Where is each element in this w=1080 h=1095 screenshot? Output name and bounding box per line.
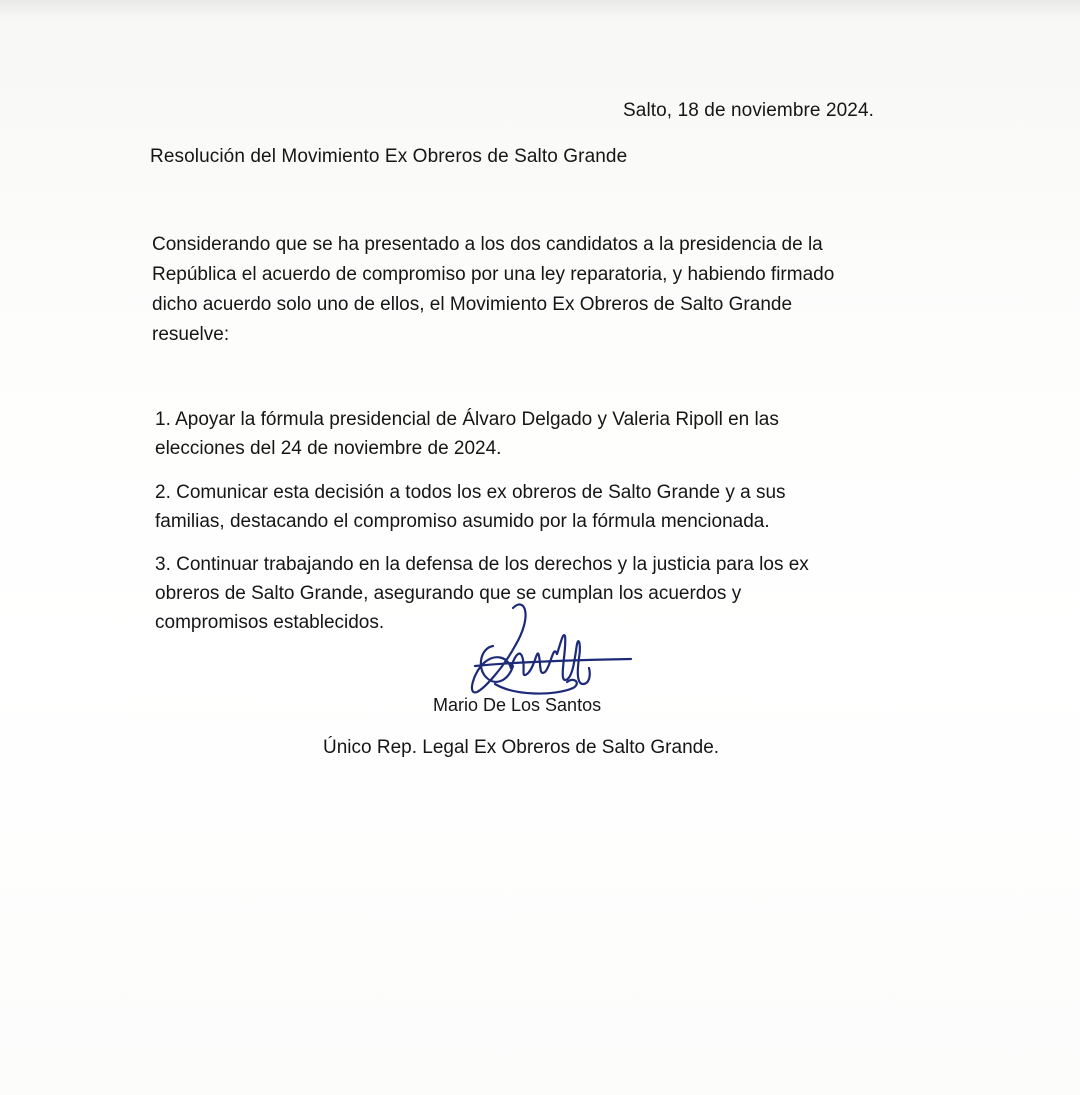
signature-stroke-1: [472, 604, 526, 692]
signer-name: Mario De Los Santos: [433, 695, 602, 715]
letter-heading: Resolución del Movimiento Ex Obreros de Salto Grande: [150, 146, 628, 167]
signer-role: Único Rep. Legal Ex Obreros de Salto Grande.: [323, 737, 720, 758]
letter-date: Salto, 18 de noviembre 2024.: [623, 100, 875, 121]
resolution-item-1: 1. Apoyar la fórmula presidencial de Álvaro Delgado y Valeria Ripoll en las elecciones del 24 de noviembre de 2024.: [155, 409, 779, 459]
handwritten-signature: [455, 596, 645, 706]
considering-paragraph: Considerando que se ha presentado a los dos candidatos a la presidencia de la República el acuerdo de compromiso por una ley reparatoria, y habiendo firmado dicho acuerdo solo uno de ellos, el Movimiento Ex Obreros de Salto Grande resuelve:: [152, 234, 835, 345]
resolution-item-3: 3. Continuar trabajando en la defensa de los derechos y la justicia para los ex obreros de Salto Grande, asegurando que se cumplan los acuerdos y compromisos establecidos.: [155, 554, 809, 633]
signature-stroke-5: [475, 659, 631, 666]
signature-stroke-6: [495, 680, 577, 694]
resolution-item-2: 2. Comunicar esta decisión a todos los ex obreros de Salto Grande y a sus familias, destacando el compromiso asumido por la fórmula mencionada.: [155, 482, 786, 532]
page-top-shadow: [0, 0, 1080, 18]
